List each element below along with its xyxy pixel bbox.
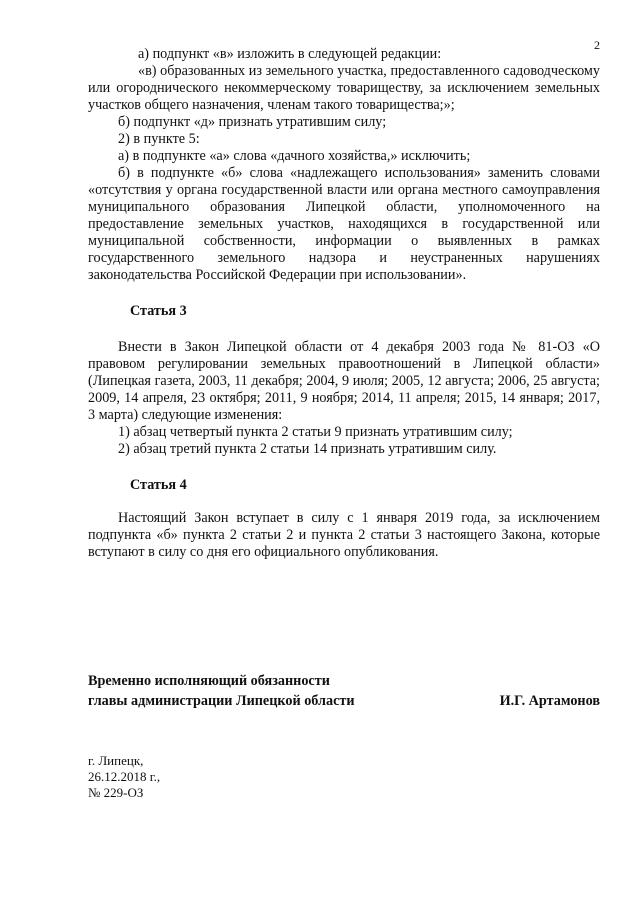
paragraph-amend-a: а) подпункт «в» изложить в следующей редакции:	[138, 46, 442, 62]
footer-law-number: № 229-ОЗ	[88, 785, 144, 800]
article-4-text: Настоящий Закон вступает в силу с 1 января 2019 года, за исключением подпункта «б» пункта 2 статьи 2 и пункта 2 статьи 3 настоящего Закона, которые вступают в силу со дня его официального опубликования.	[88, 510, 600, 560]
article-3-item-2: 2) абзац третий пункта 2 статьи 14 признать утратившим силу.	[118, 441, 497, 457]
signatory-name: И.Г. Артамонов	[499, 693, 600, 709]
article-4-heading: Статья 4	[130, 477, 187, 493]
footer-city: г. Липецк,	[88, 753, 144, 768]
paragraph-item-2b: б) в подпункте «б» слова «надлежащего использования» заменить словами «отсутствия у органа государственной власти или органа местного самоуправления муниципального образования Липецкой области, уполномоченного на предоставление земельных участков, находящихся в государственной или муниципальной собственности, информации о выявленных в рамках государственного земельного надзора и неустраненных нарушениях законодательства Российской Федерации при использовании».	[88, 165, 600, 283]
footer-date: 26.12.2018 г.,	[88, 769, 161, 784]
signature-title-line-2: главы администрации Липецкой области	[88, 693, 355, 709]
signature-title-line-1: Временно исполняющий обязанности	[88, 673, 330, 689]
paragraph-quoted-v: «в) образованных из земельного участка, предоставленного садоводческому или огороднического некоммерческому товариществу, за исключением земельных участков общего назначения, членам такого товарищества;»;	[88, 63, 600, 113]
paragraph-amend-b: б) подпункт «д» признать утратившим силу;	[118, 114, 387, 130]
article-3-item-1: 1) абзац четвертый пункта 2 статьи 9 признать утратившим силу;	[118, 424, 513, 440]
signature-block	[88, 671, 600, 711]
article-3-heading: Статья 3	[130, 303, 187, 319]
paragraph-item-2a: а) в подпункте «а» слова «дачного хозяйства,» исключить;	[118, 148, 471, 164]
paragraph-item-2: 2) в пункте 5:	[118, 131, 200, 147]
page-number: 2	[594, 38, 600, 52]
article-3-intro: Внести в Закон Липецкой области от 4 декабря 2003 года № 81-ОЗ «О правовом регулировании земельных правоотношений в Липецкой области» (Липецкая газета, 2003, 11 декабря; 2004, 9 июля; 2005, 12 августа; 2006, 25 августа; 2009, 14 апреля, 23 октября; 2011, 9 ноября; 2014, 11 апреля; 2015, 14 января; 2017, 3 марта) следующие изменения:	[88, 339, 600, 423]
document-body	[88, 46, 600, 561]
document-footer	[88, 753, 160, 801]
